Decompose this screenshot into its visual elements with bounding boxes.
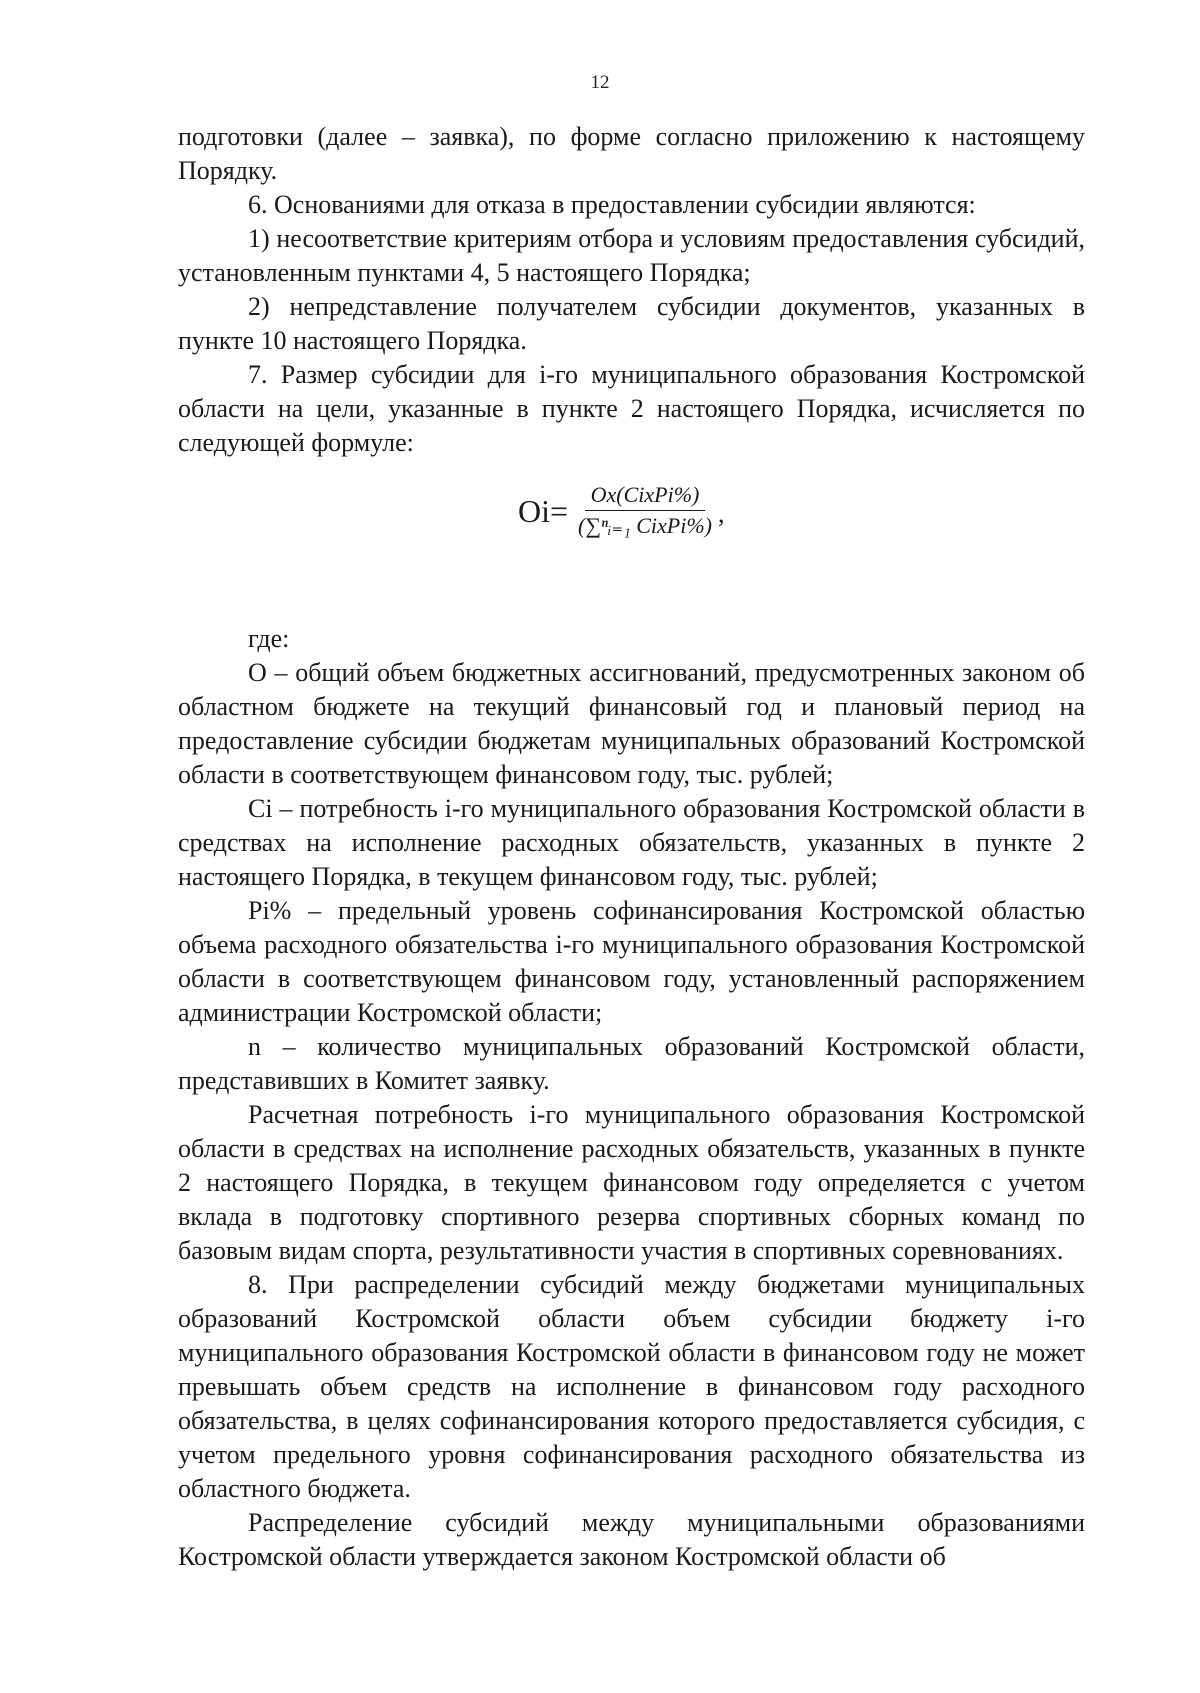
paragraphs-after-formula — [178, 622, 1085, 1574]
formula-fraction — [572, 482, 718, 539]
formula-block — [178, 472, 1085, 564]
paragraph: Pi% – предельный уровень софинансирования Костромской областью объема расходного обязательства i-го муниципального образования Костромской области в соответствующем финансовом году, установленный распоряжением администрации Костромской области; — [178, 896, 1085, 1027]
paragraphs-before-formula — [178, 120, 1085, 460]
paragraph: 2) непредставление получателем субсидии документов, указанных в пункте 10 настоящего Порядка. — [178, 292, 1085, 355]
formula — [518, 482, 724, 539]
paragraph: Ci – потребность i-го муниципального образования Костромской области в средствах на исполнение расходных обязательств, указанных в пункте 2 настоящего Порядка, в текущем финансовом году, тыс. рублей; — [178, 794, 1085, 891]
paragraph: Расчетная потребность i-го муниципального образования Костромской области в средствах на исполнение расходных обязательств, указанных в пункте 2 настоящего Порядка, в текущем финансовом году определяется с учетом вклада в подготовку спортивного резерва спортивных сборных команд по базовым видам спорта, результативности участия в спортивных соревнованиях. — [178, 1100, 1085, 1265]
paragraph: 1) несоответствие критериям отбора и условиям предоставления субсидий, установленным пунктами 4, 5 настоящего Порядка; — [178, 224, 1085, 287]
paragraph: О – общий объем бюджетных ассигнований, предусмотренных законом об областном бюджете на текущий финансовый год и плановый период на предоставление субсидии бюджетам муниципальных образований Костромской области в соответствующем финансовом году, тыс. рублей; — [178, 658, 1085, 789]
paragraph: 7. Размер субсидии для i-го муниципального образования Костромской области на цели, указанные в пункте 2 настоящего Порядка, исчисляется по следующей формуле: — [178, 360, 1085, 457]
paragraph: 8. При распределении субсидий между бюджетами муниципальных образований Костромской области объем субсидии бюджету i-го муниципального образования Костромской области в финансовом году не может превышать объем средств на исполнение в финансовом году расходного обязательства, в целях софинансирования которого предоставляется субсидия, с учетом предельного уровня софинансирования расходного обязательства из областного бюджета. — [178, 1270, 1085, 1503]
paragraph: n – количество муниципальных образований Костромской области, представивших в Комитет заявку. — [178, 1032, 1085, 1095]
paragraph: Распределение субсидий между муниципальными образованиями Костромской области утверждается законом Костромской области об — [178, 1508, 1085, 1571]
formula-trailing-comma: , — [717, 499, 725, 528]
formula-lhs: Oi= — [518, 492, 569, 529]
formula-numerator: Ox(CixPi%) — [585, 482, 706, 511]
document-body — [178, 120, 1085, 1574]
paragraph: 6. Основаниями для отказа в предоставлении субсидии являются: — [248, 190, 976, 219]
paragraph: подготовки (далее – заявка), по форме согласно приложению к настоящему Порядку. — [178, 122, 1085, 185]
formula-denominator: (∑ⁿᵢ₌₁ CixPi%) — [578, 513, 712, 538]
paragraph: где: — [248, 624, 290, 653]
page-number: 12 — [590, 72, 610, 93]
